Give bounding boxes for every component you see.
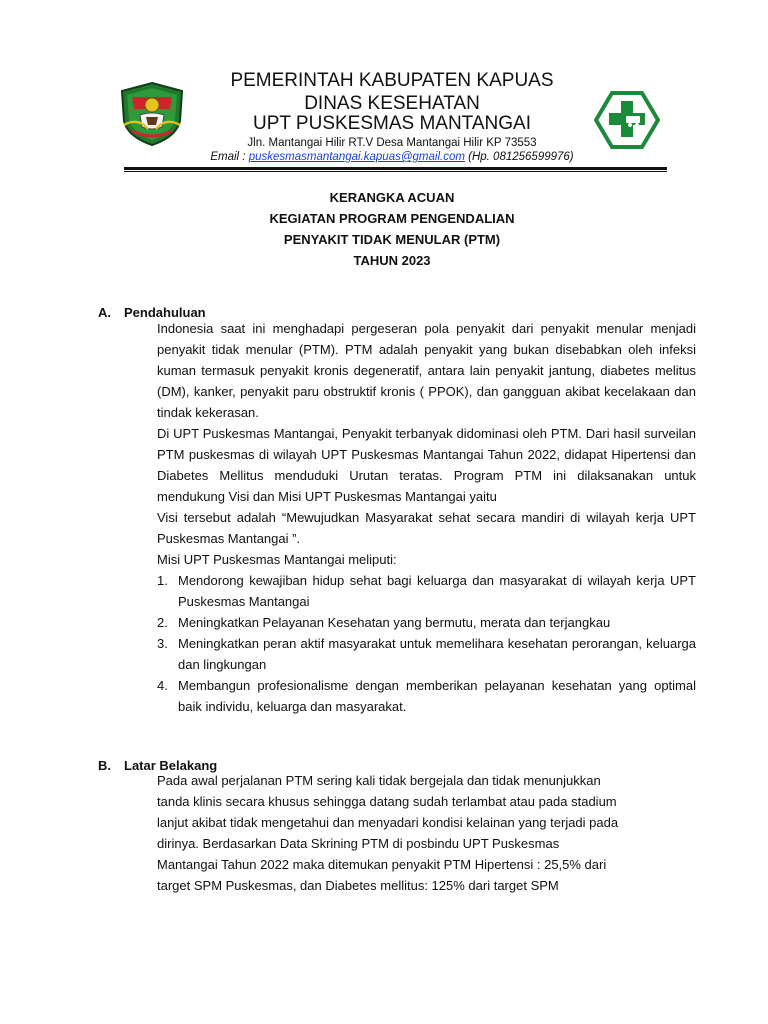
paragraph: Misi UPT Puskesmas Mantangai meliputi: [157,552,397,567]
text-line: dirinya. Berdasarkan Data Skrining PTM di posbindu UPT Puskesmas [157,836,560,851]
letterhead-government: PEMERINTAH KABUPATEN KAPUAS [230,70,554,91]
letterhead-address: Jln. Mantangai Hilir RT.V Desa Mantangai Hilir KP 73553 [247,137,537,149]
list-text: Meningkatkan peran aktif masyarakat untuk memelihara kesehatan perorangan, keluarga dan lingkungan [178,636,696,672]
paragraph: Indonesia saat ini menghadapi pergeseran pola penyakit dari penyakit menular menjadi penyakit tidak menular (PTM). PTM adalah penyakit yang bukan disebabkan oleh infeksi kuman termasuk penyakit kronis degeneratif, antara lain penyakit jantung, diabetes melitus (DM), kanker, penyakit paru obstruktif kronis ( PPOK), dan gangguan akibat kecelakaan dan tindak kekerasan. [157,321,696,420]
email-link[interactable]: puskesmasmantangai.kapuas@gmail.com [248,151,465,163]
list-number: 4. [157,678,168,693]
email-label: Email : [210,151,249,163]
list-number: 2. [157,615,168,630]
letterhead-contact [160,150,624,164]
misi-list [157,570,696,717]
list-number: 1. [157,573,168,588]
section-b-number: B. [98,758,111,773]
paragraph: Di UPT Puskesmas Mantangai, Penyakit terbanyak didominasi oleh PTM. Dari hasil surveilan PTM puskesmas di wilayah UPT Puskesmas Mantangai Tahun 2022, didapat Hipertensi dan Diabetes Mellitus menduduki Urutan teratas. Program PTM ini dilaksanakan untuk mendukung Visi dan Misi UPT Puskesmas Mantangai yaitu [157,426,696,504]
section-a-number: A. [98,305,111,320]
section-b-body [157,770,677,896]
list-number: 3. [157,636,168,651]
list-item [157,570,696,612]
list-text: Meningkatkan Pelayanan Kesehatan yang bermutu, merata dan terjangkau [178,615,611,630]
phone-number: (Hp. 081256599976) [464,151,574,163]
doc-title-line-4: TAHUN 2023 [353,253,431,268]
puskesmas-cross-icon [594,91,660,149]
section-a-title: Pendahuluan [124,305,206,320]
text-line: tanda klinis secara khusus sehingga datang sudah terlambat atau pada stadium [157,794,617,809]
list-item [157,633,696,675]
list-item [157,612,696,633]
letterhead-department: DINAS KESEHATAN [304,93,480,114]
text-line: target SPM Puskesmas, dan Diabetes mellitus: 125% dari target SPM [157,878,559,893]
section-a-body [157,318,696,717]
doc-title-line-2: KEGIATAN PROGRAM PENGENDALIAN [269,211,515,226]
text-line: Mantangai Tahun 2022 maka ditemukan penyakit PTM Hipertensi : 25,5% dari [157,857,607,872]
doc-title-line-1: KERANGKA ACUAN [329,190,455,205]
list-text: Membangun profesionalisme dengan memberikan pelayanan kesehatan yang optimal baik individu, keluarga dan masyarakat. [178,678,696,714]
letterhead-institution: UPT PUSKESMAS MANTANGAI [252,113,531,134]
letterhead-divider-thin [124,171,667,172]
doc-title-line-3: PENYAKIT TIDAK MENULAR (PTM) [283,232,501,247]
section-b-title: Latar Belakang [124,758,218,773]
paragraph: Visi tersebut adalah “Mewujudkan Masyarakat sehat secara mandiri di wilayah kerja UPT Puskesmas Mantangai ”. [157,510,696,546]
list-text: Mendorong kewajiban hidup sehat bagi keluarga dan masyarakat di wilayah kerja UPT Puskesmas Mantangai [178,573,696,609]
text-line: lanjut akibat tidak mengetahui dan menyadari kondisi kelainan yang terjadi pada [157,815,619,830]
letterhead-divider-thick [124,167,667,170]
text-line: Pada awal perjalanan PTM sering kali tidak bergejala dan tidak menunjukkan [157,773,601,788]
list-item [157,675,696,717]
